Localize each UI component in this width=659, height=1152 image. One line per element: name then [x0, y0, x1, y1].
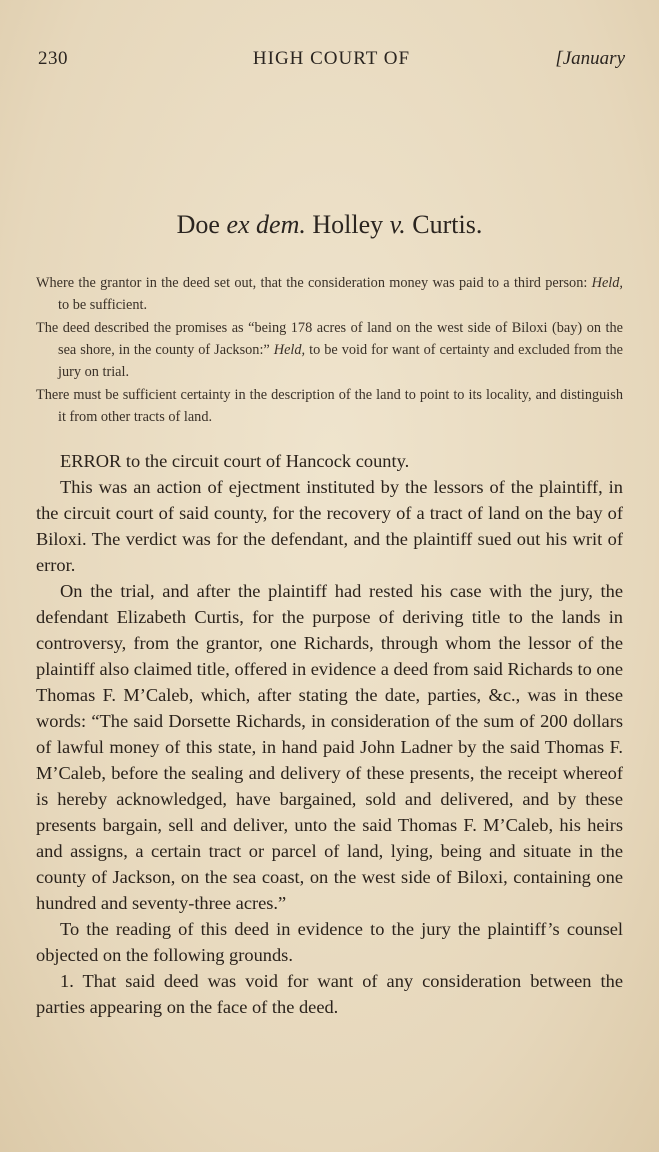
case-title-doe: Doe — [176, 210, 220, 239]
running-head — [38, 48, 625, 74]
running-head-month: [January — [555, 48, 625, 69]
case-title-ex-dem: ex dem. — [226, 210, 306, 239]
body-paragraph: ERROR to the circuit court of Hancock county. — [60, 451, 410, 471]
headnote-text: The deed described the promises as “being 178 acres of land on the west side of Biloxi (bay) on the sea shore, in the county of Jackson:” — [36, 320, 623, 358]
running-head-title: HIGH COURT OF — [252, 48, 411, 69]
page-number: 230 — [38, 48, 68, 69]
body-paragraph: 1. That said deed was void for want of any consideration between the parties appearing on the face of the deed. — [36, 971, 623, 1017]
headnote-text: to be sufficient. — [58, 297, 148, 313]
case-title-holley: Holley — [312, 210, 384, 239]
body-paragraph: This was an action of ejectment instituted by the lessors of the plaintiff, in the circuit court of said county, for the recovery of a tract of land on the bay of Biloxi. The verdict was for the defendant, and the plaintiff sued out his writ of error. — [36, 477, 623, 575]
case-title-curtis: Curtis. — [412, 210, 483, 239]
headnote-held: Held, — [273, 342, 306, 358]
headnote-text: Where the grantor in the deed set out, that the consideration money was paid to a third person: — [36, 275, 592, 291]
headnote — [36, 384, 623, 428]
body-paragraph: On the trial, and after the plaintiff had rested his case with the jury, the defendant Elizabeth Curtis, for the purpose of deriving title to the lands in controversy, from the grantor, one Richards, through whom the lessor of the plaintiff also claimed title, offered in evidence a deed from said Richards to one Thomas F. M’Caleb, which, after stating the date, parties, &c., was in these words: “The said Dorsette Richards, in consideration of the sum of 200 dollars of lawful money of this state, in hand paid John Ladner by the said Thomas F. M’Caleb, before the sealing and delivery of these presents, the receipt whereof is hereby acknowledged, have bargained, sold and delivered, and by these presents bargain, sell and deliver, unto the said Thomas F. M’Caleb, his heirs and assigns, a certain tract or parcel of land, lying, being and situate in the county of Jackson, on the sea coast, on the west side of Biloxi, containing one hundred and seventy-three acres.” — [36, 581, 623, 913]
headnote — [36, 317, 623, 383]
body-paragraph: To the reading of this deed in evidence to the jury the plaintiff’s counsel objected on the following grounds. — [36, 919, 623, 965]
case-title-versus: v. — [389, 210, 406, 239]
headnote-text: to be void for want of certainty and excluded from the jury on trial. — [58, 342, 624, 380]
case-title — [0, 210, 659, 240]
headnote — [36, 272, 623, 316]
headnote-held: Held, — [591, 275, 623, 291]
opinion-body — [36, 448, 623, 1020]
headnotes — [36, 272, 623, 429]
headnote-text: There must be sufficient certainty in the description of the land to point to its locality, and distinguish it from other tracts of land. — [36, 387, 623, 425]
